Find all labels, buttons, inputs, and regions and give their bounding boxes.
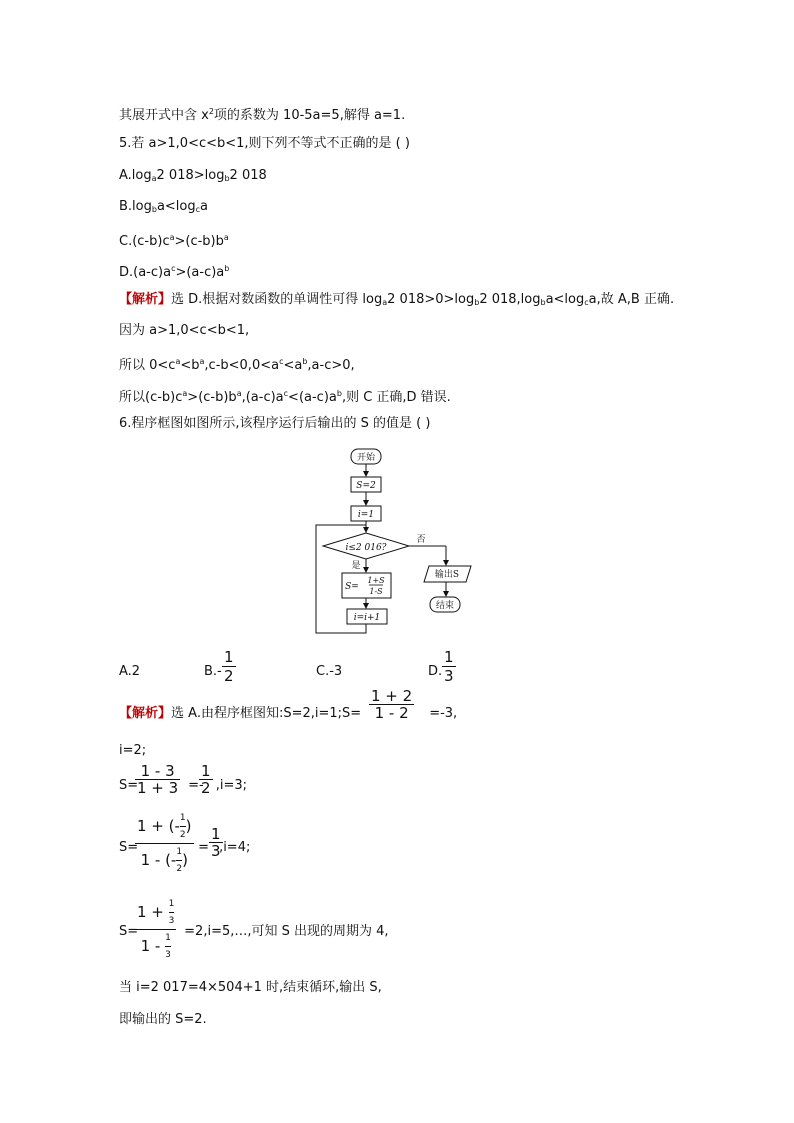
solution-tag: 【解析】	[119, 706, 172, 721]
fraction: $\frac{1}{2}$	[224, 648, 234, 685]
fraction: $\frac{1 - 3}{1 + 3}$	[137, 762, 179, 797]
flowchart	[310, 446, 490, 636]
solution-line-2: i=2;	[119, 743, 147, 758]
analysis-line-4: 所以$(c-b)c^a>(c-b)b^a,(a-c)a^c<(a-c)a^b$,则 C 正确,D 错误.	[119, 389, 451, 405]
option-d: $D.(a-c)a^c>(a-c)a^b$	[119, 264, 230, 280]
flow-incr-label: i=i+1	[353, 613, 381, 623]
fraction: $\frac{1}{3}$	[444, 648, 454, 685]
flow-assign-den: 1-S	[369, 587, 383, 596]
fraction: $\frac{1 + 2}{1 - 2}$	[371, 687, 413, 722]
fraction: 1 + (- $\frac{1}{2}$ ) 1 - (- $\frac{1}{2}$ )	[135, 810, 194, 877]
q6-option-a: A.2	[119, 664, 141, 679]
analysis-line-3: 所以 $0<c^a<b^a,c-b<0,0<a^c<a^b,a-c>0$,	[119, 357, 355, 373]
flow-s-init-label: S=2	[356, 481, 376, 491]
flow-condition-label: i≤2 016?	[345, 543, 387, 553]
solution-line-7: 即输出的 S=2.	[119, 1012, 207, 1027]
fraction: 1 + $\frac{1}{3}$ 1 - $\frac{1}{3}$	[135, 896, 176, 963]
solution-line-4: S= = ,i=4; 1 + (- $\frac{1}{2}$ ) 1 - (- $\frac{1}{2}$ ) $\frac{1}{3}$	[119, 840, 250, 856]
solution-line-6: 当 i=2 017=4×504+1 时,结束循环,输出 S,	[119, 980, 382, 995]
flow-i-init-label: i=1	[357, 510, 375, 520]
solution-line-1: 【解析】选 A.由程序框图知:S=2,i=1;S= =-3, $\frac{1 + 2}{1 - 2}$	[119, 687, 458, 722]
question-5: 5.若 a>1,0<c<b<1,则下列不等式不正确的是 ( )	[119, 136, 410, 151]
q6-option-b: B.- $\frac{1}{2}$	[204, 648, 234, 685]
solution-line-5: S= =2,i=5,…,可知 S 出现的周期为 4, 1 + $\frac{1}{3}$ 1 - $\frac{1}{3}$	[119, 924, 389, 940]
flow-output-label: 输出S	[434, 570, 460, 580]
q6-option-c: C.-3	[316, 664, 343, 679]
fraction: $\frac{1}{2}$	[201, 762, 211, 797]
fraction: $\frac{1}{3}$	[211, 825, 221, 860]
option-c: $C.(c-b)c^a>(c-b)b^a$	[119, 233, 229, 249]
flow-assign-left: S=	[345, 582, 359, 592]
flow-assign-num: 1+S	[367, 576, 385, 585]
text-line: 其展开式中含 $x^2$项的系数为 10-5a=5,解得 a=1.	[119, 107, 406, 123]
option-a: $A.\log_a2$ $018>\log_b2$ 018	[119, 168, 267, 183]
analysis-line-1: 【解析】选 D.根据对数函数的单调性可得 $\log_a2$ $018>0>\log_b2$ $018,\log_ba<\log_ca$,故 A,B 正确.	[119, 292, 675, 307]
analysis-line-2: 因为 a>1,0<c<b<1,	[119, 323, 250, 338]
flow-start-label: 开始	[356, 453, 376, 463]
analysis-tag: 【解析】	[119, 292, 172, 307]
q6-option-d: D. $\frac{1}{3}$	[428, 648, 454, 685]
solution-line-3: S= =- ,i=3; $\frac{1 - 3}{1 + 3}$ $\frac{1}{2}$	[119, 762, 248, 797]
flow-no-label: 否	[416, 535, 426, 545]
option-b: $B.\log_ba<\log_ca$	[119, 199, 209, 214]
flow-end-label: 结束	[435, 601, 455, 611]
question-6: 6.程序框图如图所示,该程序运行后输出的 S 的值是 ( )	[119, 416, 431, 431]
flow-yes-label: 是	[351, 561, 361, 571]
